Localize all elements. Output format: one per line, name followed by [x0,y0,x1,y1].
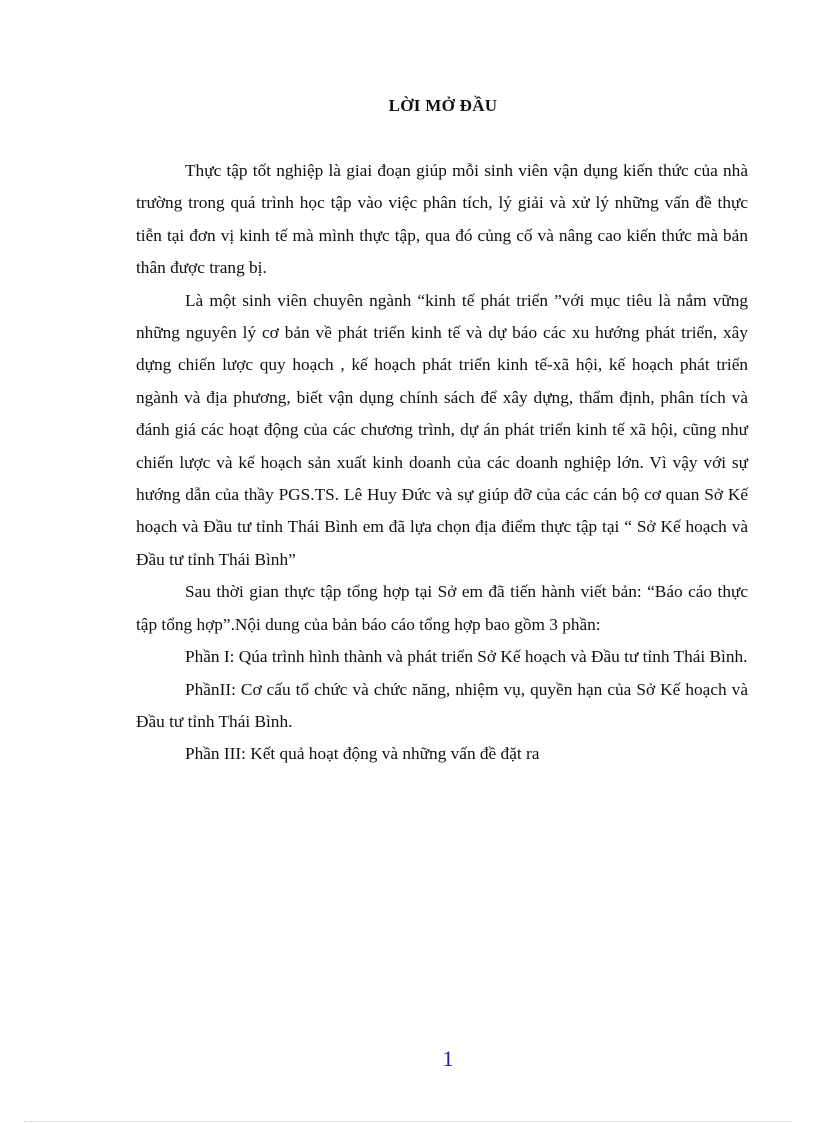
page-number: 1 [442,1046,454,1071]
document-body [136,155,748,771]
paragraph-report-overview: Sau thời gian thực tập tổng hợp tại Sở em đã tiến hành viết bản: “Báo cáo thực tập tổng hợp”.Nội dung của bản báo cáo tổng hợp bao gồm 3 phần: [136,582,748,634]
page-title: LỜI MỞ ĐẦU [388,96,498,115]
paragraph-part-1: Phần I: Qúa trình hình thành và phát triển Sở Kế hoạch và Đầu tư tỉnh Thái Bình. [185,647,748,667]
paragraph-student-background: Là một sinh viên chuyên ngành “kinh tế phát triển ”với mục tiêu là nắm vững những nguyên lý cơ bản về phát triển kinh tế và dự báo các xu hướng phát triển, xây dựng chiến lược quy hoạch , kế hoạch phát triển kinh tế-xã hội, kế hoạch phát triển ngành và địa phương, biết vận dụng chính sách để xây dựng, thẩm định, phân tích và đánh giá các hoạt động của các chương trình, dự án phát triển kinh tế xã hội, cũng như chiến lược và kế hoạch sản xuất kinh doanh của các doanh nghiệp lớn. Vì vậy với sự hướng dẫn của thầy PGS.TS. Lê Huy Đức và sự giúp đỡ của các cán bộ cơ quan Sở Kế hoạch và Đầu tư tỉnh Thái Bình em đã lựa chọn địa điểm thực tập tại “ Sở Kế hoạch và Đầu tư tỉnh Thái Bình” [136,290,748,569]
page-bottom-divider [24,1121,792,1122]
paragraph-part-2: PhầnII: Cơ cấu tổ chức và chức năng, nhiệm vụ, quyền hạn của Sở Kế hoạch và Đầu tư tỉnh Thái Bình. [136,679,748,731]
paragraph-intro: Thực tập tốt nghiệp là giai đoạn giúp mỗi sinh viên vận dụng kiến thức của nhà trường trong quá trình học tập vào việc phân tích, lý giải và xử lý những vấn đề thực tiễn tại đơn vị kinh tế mà mình thực tập, qua đó củng cố và nâng cao kiến thức mà bản thân được trang bị. [136,161,748,278]
paragraph-part-3: Phần III: Kết quả hoạt động và những vấn đề đặt ra [185,744,540,764]
